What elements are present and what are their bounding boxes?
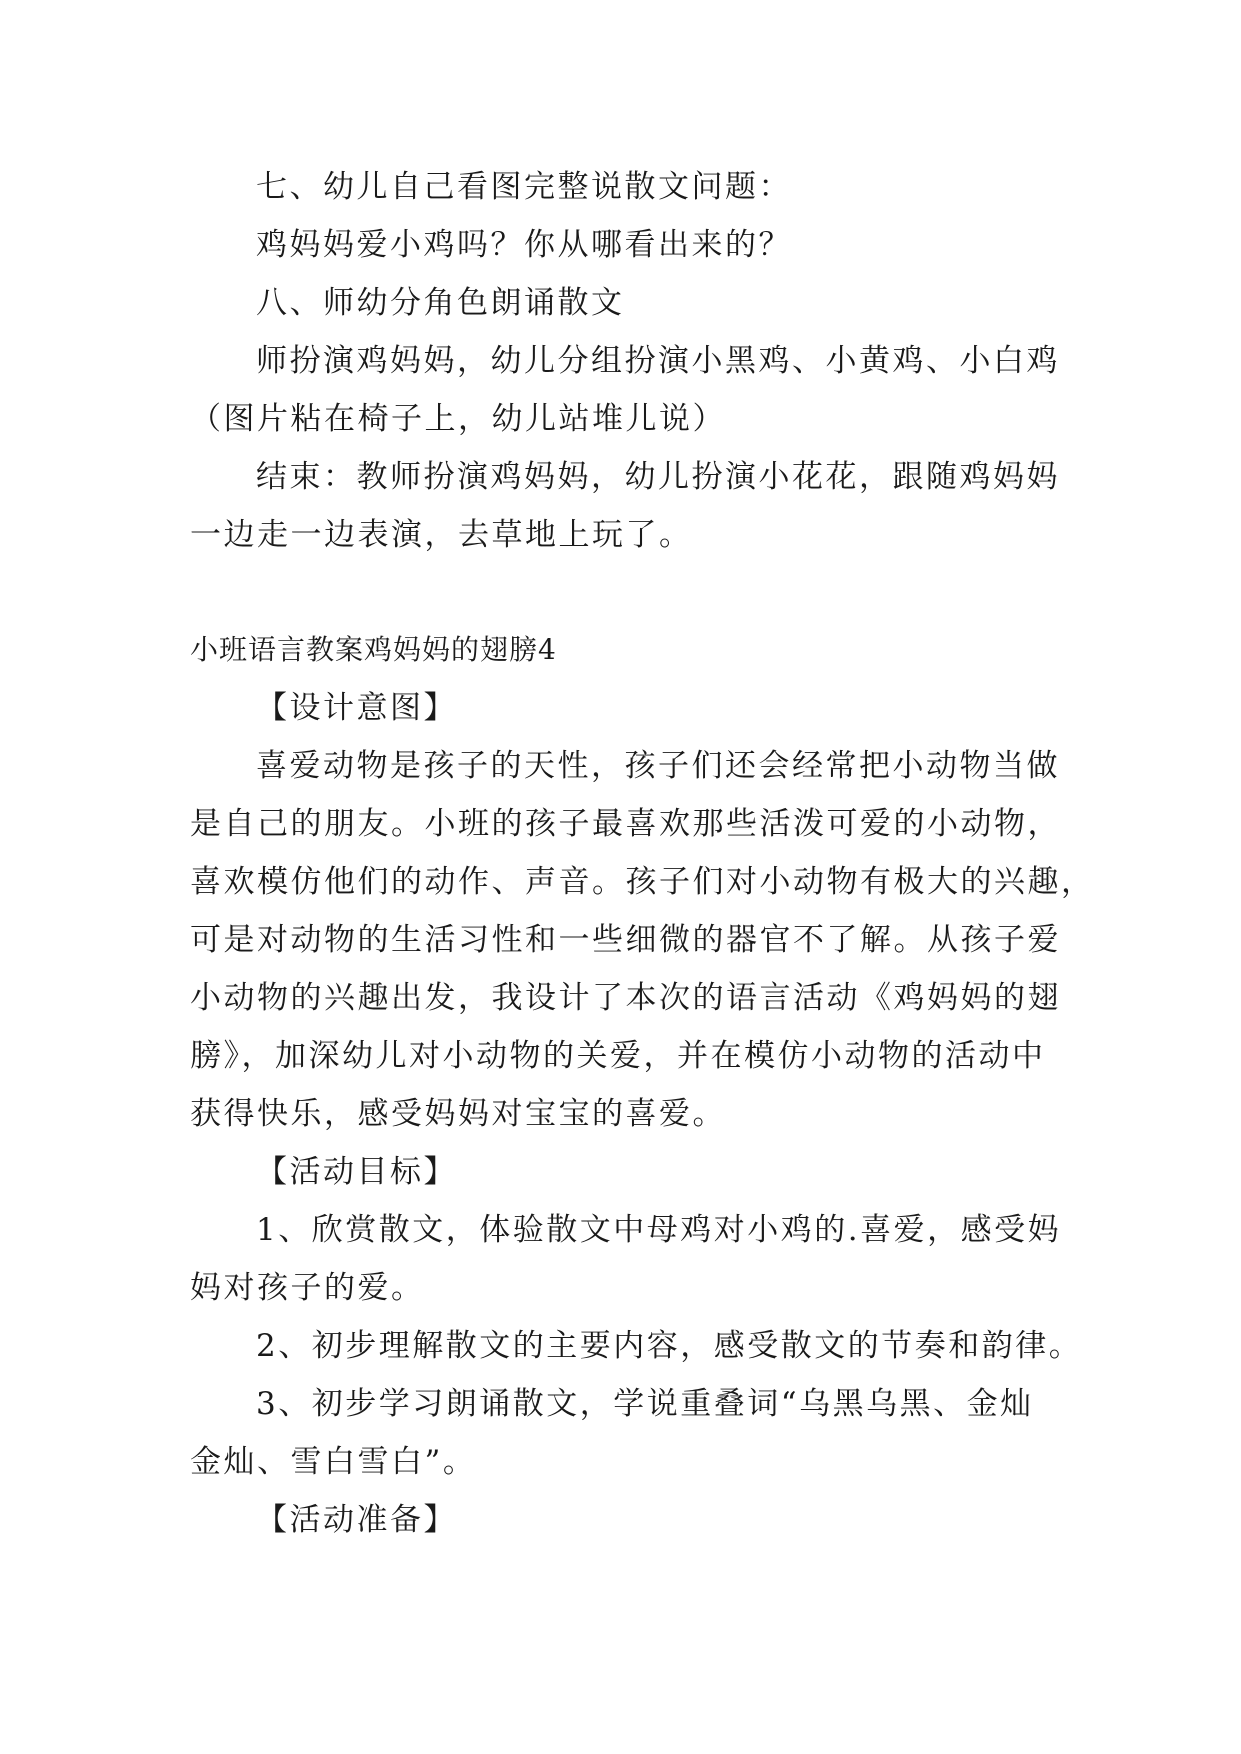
section-seven-heading: 七、幼儿自己看图完整说散文问题： [256, 169, 792, 205]
section-eight-heading: 八、师幼分角色朗诵散文 [256, 285, 625, 321]
paragraph-line: 膀》，加深幼儿对小动物的关爱，并在模仿小动物的活动中 [190, 1038, 1046, 1074]
paragraph-line: 师扮演鸡妈妈，幼儿分组扮演小黑鸡、小黄鸡、小白鸡 [256, 343, 1060, 379]
paragraph-line: 结束：教师扮演鸡妈妈，幼儿扮演小花花，跟随鸡妈妈 [256, 459, 1060, 495]
paragraph-line: 是自己的朋友。小班的孩子最喜欢那些活泼可爱的小动物， [190, 806, 1061, 842]
paragraph-line: 妈对孩子的爱。 [190, 1270, 425, 1306]
section-design-intent: 【设计意图】 [256, 690, 457, 726]
paragraph-line: （图片粘在椅子上，幼儿站堆儿说） [190, 401, 726, 437]
question-line: 鸡妈妈爱小鸡吗？你从哪看出来的？ [256, 227, 792, 263]
goal-item-3: 3、初步学习朗诵散文，学说重叠词“乌黑乌黑、金灿 [256, 1386, 1034, 1422]
goal-item-2: 2、初步理解散文的主要内容，感受散文的节奏和韵律。 [256, 1328, 1083, 1364]
paragraph-line: 获得快乐，感受妈妈对宝宝的喜爱。 [190, 1096, 726, 1132]
paragraph-line: 喜爱动物是孩子的天性，孩子们还会经常把小动物当做 [256, 748, 1060, 784]
paragraph-line: 可是对动物的生活习性和一些细微的器官不了解。从孩子爱 [190, 922, 1061, 958]
paragraph-line: 小动物的兴趣出发，我设计了本次的语言活动《鸡妈妈的翅 [190, 980, 1061, 1016]
paragraph-line: 一边走一边表演，去草地上玩了。 [190, 517, 693, 553]
section-activity-goals: 【活动目标】 [256, 1154, 457, 1190]
document-title: 小班语言教案鸡妈妈的翅膀4 [190, 633, 557, 666]
goal-item-1: 1、欣赏散文，体验散文中母鸡对小鸡的.喜爱，感受妈 [256, 1212, 1062, 1248]
paragraph-line: 喜欢模仿他们的动作、声音。孩子们对小动物有极大的兴趣， [190, 864, 1095, 900]
paragraph-line: 金灿、雪白雪白”。 [190, 1444, 477, 1480]
section-activity-prep: 【活动准备】 [256, 1502, 457, 1538]
